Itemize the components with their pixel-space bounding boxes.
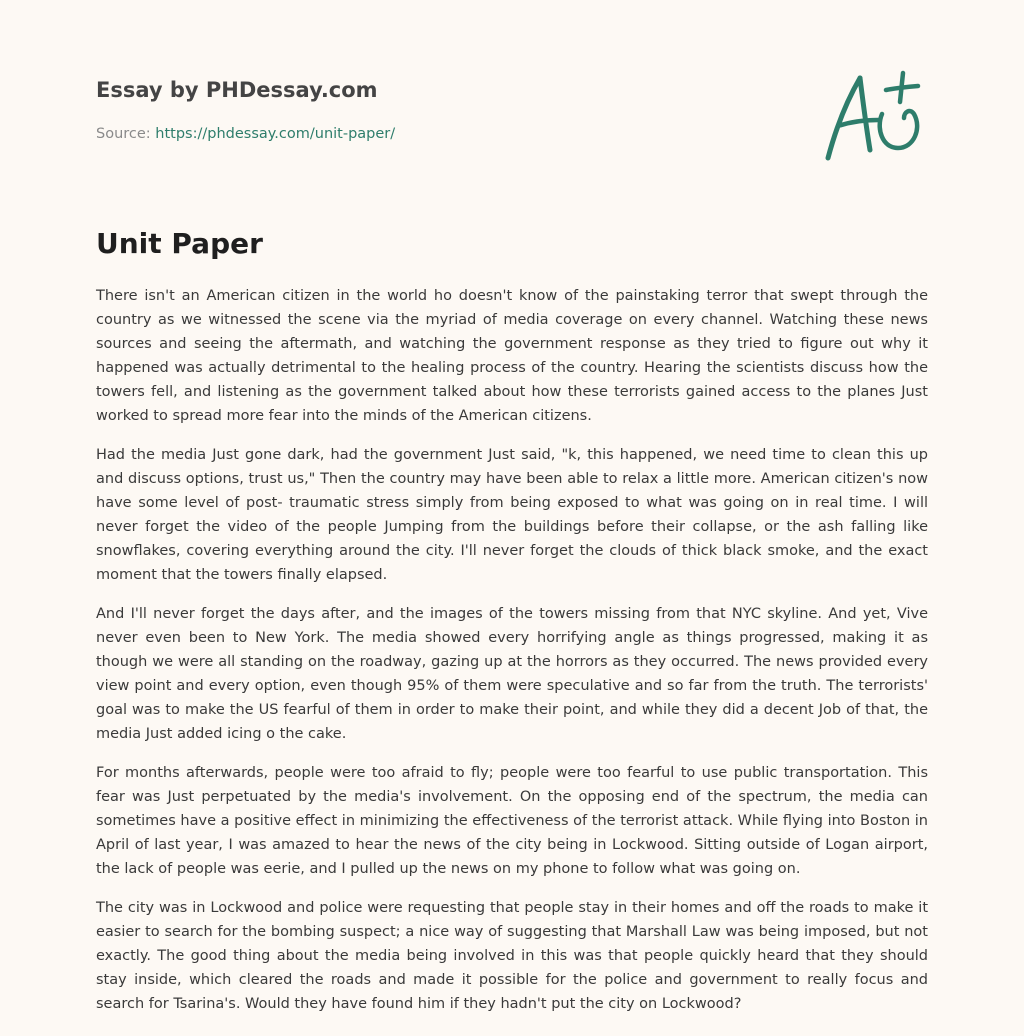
essay-paragraph: For months afterwards, people were too afraid to fly; people were too fearful to use public transportation. This fear was Just perpetuated by the media's involvement. On the opposing end of the spectrum, the media can sometimes have a positive effect in minimizing the effectiveness of the terrorist attack. While flying into Boston in April of last year, I was amazed to hear the news of the city being in Lockwood. Sitting outside of Logan airport, the lack of people was eerie, and I pulled up the news on my phone to follow what was going on. (96, 765, 928, 877)
source-link[interactable]: https://phdessay.com/unit-paper/ (155, 126, 396, 142)
essay-paragraph: And I'll never forget the days after, and the images of the towers missing from that NYC skyline. And yet, Vive never even been to New York. The media showed every horrifying angle as things progressed, making it as though we were all standing on the roadway, gazing up at the horrors as they occurred. The news provided every view point and every option, even though 95% of them were speculative and so far from the truth. The terrorists' goal was to make the US fearful of them in order to make their point, and while they did a decent Job of that, the media Just added icing o the cake. (96, 606, 928, 742)
essay-paragraph: Had the media Just gone dark, had the government Just said, "k, this happened, we need time to clean this up and discuss options, trust us," Then the country may have been able to relax a little more. American citizen's now have some level of post- traumatic stress simply from being exposed to what was going on in real time. I will never forget the video of the people Jumping from the buildings before their collapse, or the ash falling like snowflakes, covering everything around the city. I'll never forget the clouds of thick black smoke, and the exact moment that the towers finally elapsed. (96, 447, 928, 583)
source-label: Source: (96, 126, 156, 142)
page-header (96, 72, 928, 145)
site-title: Essay by PHDessay.com (96, 78, 378, 102)
essay-title: Unit Paper (96, 227, 263, 260)
source-line (96, 123, 928, 145)
essay-body (96, 284, 928, 1031)
essay-paragraph: The city was in Lockwood and police were requesting that people stay in their homes and off the roads to make it easier to search for the bombing suspect; a nice way of suggesting that Marshall Law was being imposed, but not exactly. The good thing about the media being involved in this was that people quickly heard that they should stay inside, which cleared the roads and made it possible for the police and government to really focus and search for Tsarina's. Would they have found him if they hadn't put the city on Lockwood? (96, 900, 928, 1012)
essay-paragraph: There isn't an American citizen in the world ho doesn't know of the painstaking terror that swept through the country as we witnessed the scene via the myriad of media coverage on every channel. Watching these news sources and seeing the aftermath, and watching the government response as they tried to figure out why it happened was actually detrimental to the healing process of the country. Hearing the scientists discuss how the towers fell, and listening as the government talked about how these terrorists gained access to the planes Just worked to spread more fear into the minds of the American citizens. (96, 288, 928, 424)
a-plus-grade-icon (818, 66, 930, 166)
